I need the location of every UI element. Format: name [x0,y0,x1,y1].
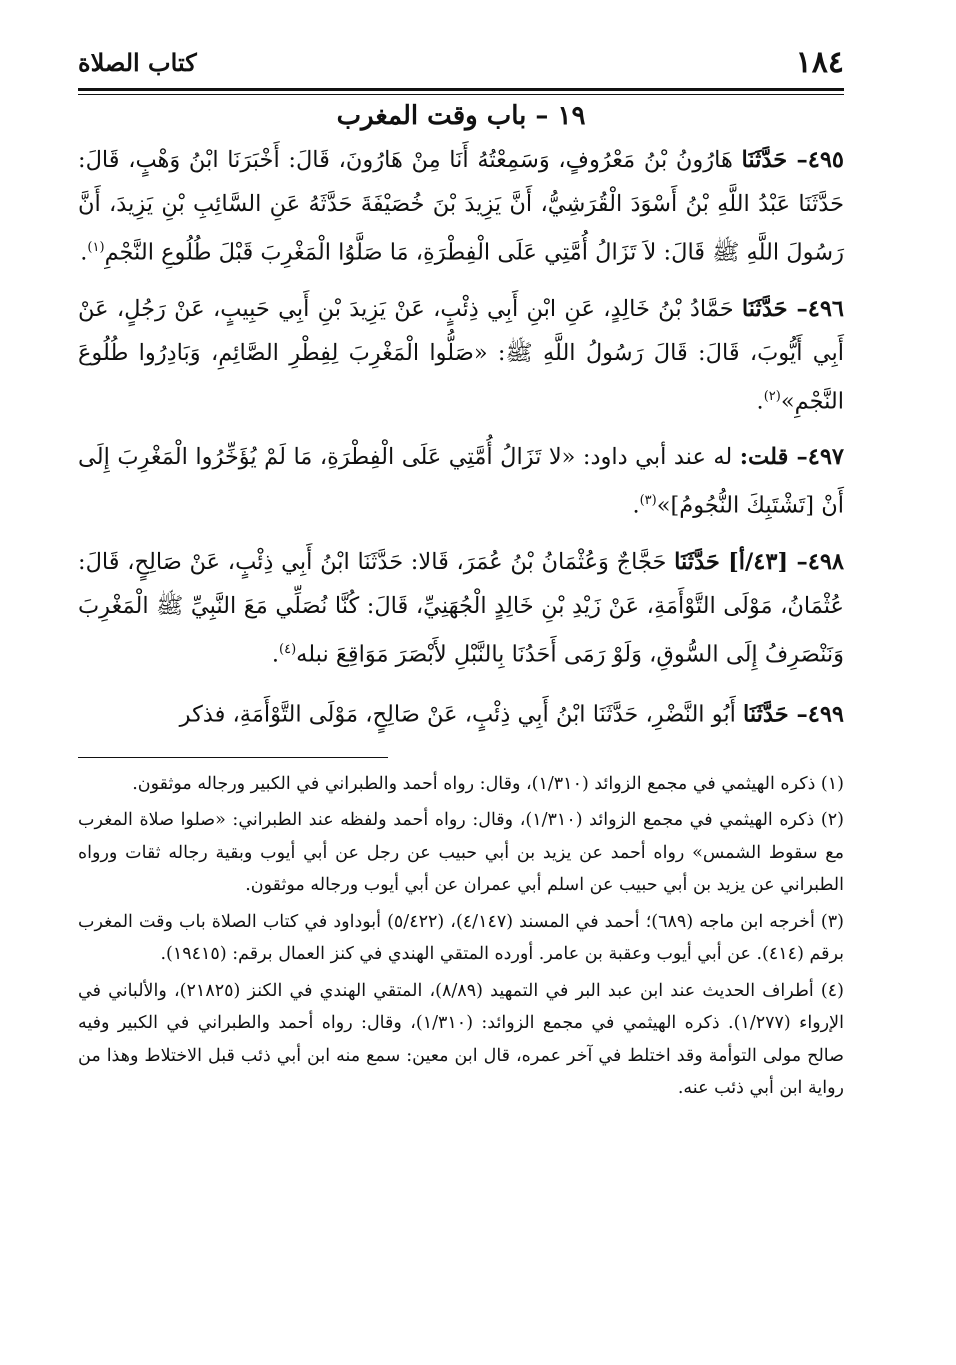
hadith-number: ٤٩٩ [807,701,844,728]
hadith-text: أَبُو النَّضْرِ، حَدَّثَنَا ابْنُ أَبِي ذِئْبٍ، عَنْ صَالِحٍ، مَوْلَى التَّوْأَمَةِ، فذكر [179,701,744,728]
hadith-end: . [80,239,88,266]
hadith-number: ٤٩٦ [807,295,844,322]
hadith-text: حَمَّادُ بْنُ خَالِدٍ، عَنِ ابْنِ أَبِي ذِئْبٍ، عَنْ يَزِيدَ بْنِ أَبِي حَبِيبٍ، عَنْ رَجُلٍ، عَنْ أَبِي أَيُّوبَ، قَالَ: قَالَ رَسُولُ اللَّهِ ﷺ: «صَلُّوا الْمَغْرِبَ لِفِطْرِ الصَّائِمِ، وَبَادِرُوا طُلُوعَ النَّجْمِ» [78,295,844,415]
hadith-text: له عند أبي داود: «لا تَزَالُ أُمَّتِي عَلَى الْفِطْرَةِ، مَا لَمْ يُؤَخِّرُوا الْمَغْرِبَ إِلَى أَنْ [تَشْتَبِكَ النُّجُومُ]» [78,444,844,519]
page-number: ١٨٤ [795,45,844,80]
footnote-2: (٢) ذكره الهيثمي في مجمع الزوائد (١/٣١٠)، وقال: رواه أحمد ولفظه عند الطبراني: «صلوا صلاة المغرب مع سقوط الشمس» رواه أحمد عن يزيد بن أبي حبيب عن رجل عن أبي أيوب وبقية رجاله ثقات ورواه الطبراني عن يزيد بن أبي حبيب عن اسلم أبي عمران عن أبي أيوب ورجاله موثقون. [78,810,844,896]
hadith-495 [78,138,844,275]
page-header [78,38,844,78]
hadith-lead: – حَدَّثَنَا [743,701,808,728]
header-rule [78,88,844,91]
hadith-lead: – حَدَّثَنَا [741,147,808,174]
footnote-1: (١) ذكره الهيثمي في مجمع الزوائد (١/٣١٠)، وقال: رواه أحمد والطبراني في الكبير ورجاله موثقون. [132,773,844,794]
chapter-title: ١٩ – باب وقت المغرب [336,101,586,131]
hadith-lead: – [٤٣/أ] حَدَّثَنَا [674,548,808,575]
hadith-496 [78,287,844,424]
hadith-text: حَجَّاجٌ وَعُثْمَانُ بْنُ عُمَرَ، قَالا: حَدَّثَنَا ابْنُ أَبِي ذِئْبٍ، عَنْ صَالِحٍ، قَالَ: عُثْمَانُ، مَوْلَى التَّوْأَمَةِ، عَنْ زَيْدِ بْنِ خَالِدٍ الْجُهَنِيِّ، قَالَ: كُنَّا نُصَلِّي مَعَ النَّبِيِّ ﷺ الْمَغْرِبَ وَنَنْصَرِفُ إِلَى السُّوقِ، وَلَوْ رَمَى أَحَدُنَا بِالنَّبْلِ لأَبْصَرَ مَوَاقِعَ نبله [78,548,844,668]
footnote-mark: (٤) [279,641,297,657]
hadith-499 [78,688,844,737]
hadith-number: ٤٩٨ [807,548,845,575]
hadith-lead: – حَدَّثَنَا [741,295,808,322]
footnote-mark: (٣) [639,493,657,509]
footnote-mark: (٢) [763,388,781,404]
hadith-number: ٤٩٥ [807,147,844,174]
book-page [78,38,844,1345]
hadith-498 [78,540,844,677]
hadith-end: . [632,492,640,519]
hadith-text: هَارُونُ بْنُ مَعْرُوفٍ، وَسَمِعْتُهُ أَنَا مِنْ هَارُونَ، قَالَ: أَخْبَرَنَا ابْنُ وَهْبٍ، قَالَ: حَدَّثَنَا عَبْدُ اللَّهِ بْنُ أَسْوَدَ الْقُرَشِيُّ، أَنَّ يَزِيدَ بْنَ خُصَيْفَةَ حَدَّثَهُ عَنِ السَّائِبِ بْنِ يَزِيدَ، أَنَّ رَسُولَ اللَّهِ ﷺ قَالَ: لاَ تَزَالُ أُمَّتِي عَلَى الْفِطْرَةِ، مَا صَلَّوُا الْمَغْرِبَ قَبْلَ طُلُوعِ النَّجْمِ [78,147,844,266]
book-title: كتاب الصلاة [78,48,197,77]
header-rule-thin [78,94,844,95]
hadith-end: . [756,388,764,415]
hadith-number: ٤٩٧ [807,444,845,471]
footnote-3: (٣) أخرجه ابن ماجه (٦٨٩)؛ أحمد في المسند (٤/١٤٧)، (٥/٤٢٢) أبوداود في كتاب الصلاة باب وقت المغرب برقم (٤١٤). عن أبي أيوب وعقبة بن عامر. أورده المتقي الهندي في كنز العمال برقم: (١٩٤١٥). [78,911,844,965]
hadith-end: . [271,641,279,668]
hadith-497 [78,435,844,528]
hadith-lead: – قلت: [739,444,808,471]
footnote-4: (٤) أطراف الحديث عند ابن عبد البر في التمهيد (٨/٨٩)، المتقي الهندي في الكنز (٢١٨٢٥)، والألباني في الإرواء (١/٢٧٧). ذكره الهيثمي في مجمع الزوائد: (١/٣١٠)، وقال: رواه أحمد والطبراني في الكبير وفيه صالح مولى التوأمة وقد اختلط في آخر عمره، قال ابن معين: سمع منه ابن أبي ذئب قبل الاختلاط وهذا من رواية ابن أبي ذئب عنه. [78,980,844,1099]
footnote-separator [78,757,388,758]
footnote-mark: (١) [87,240,105,256]
